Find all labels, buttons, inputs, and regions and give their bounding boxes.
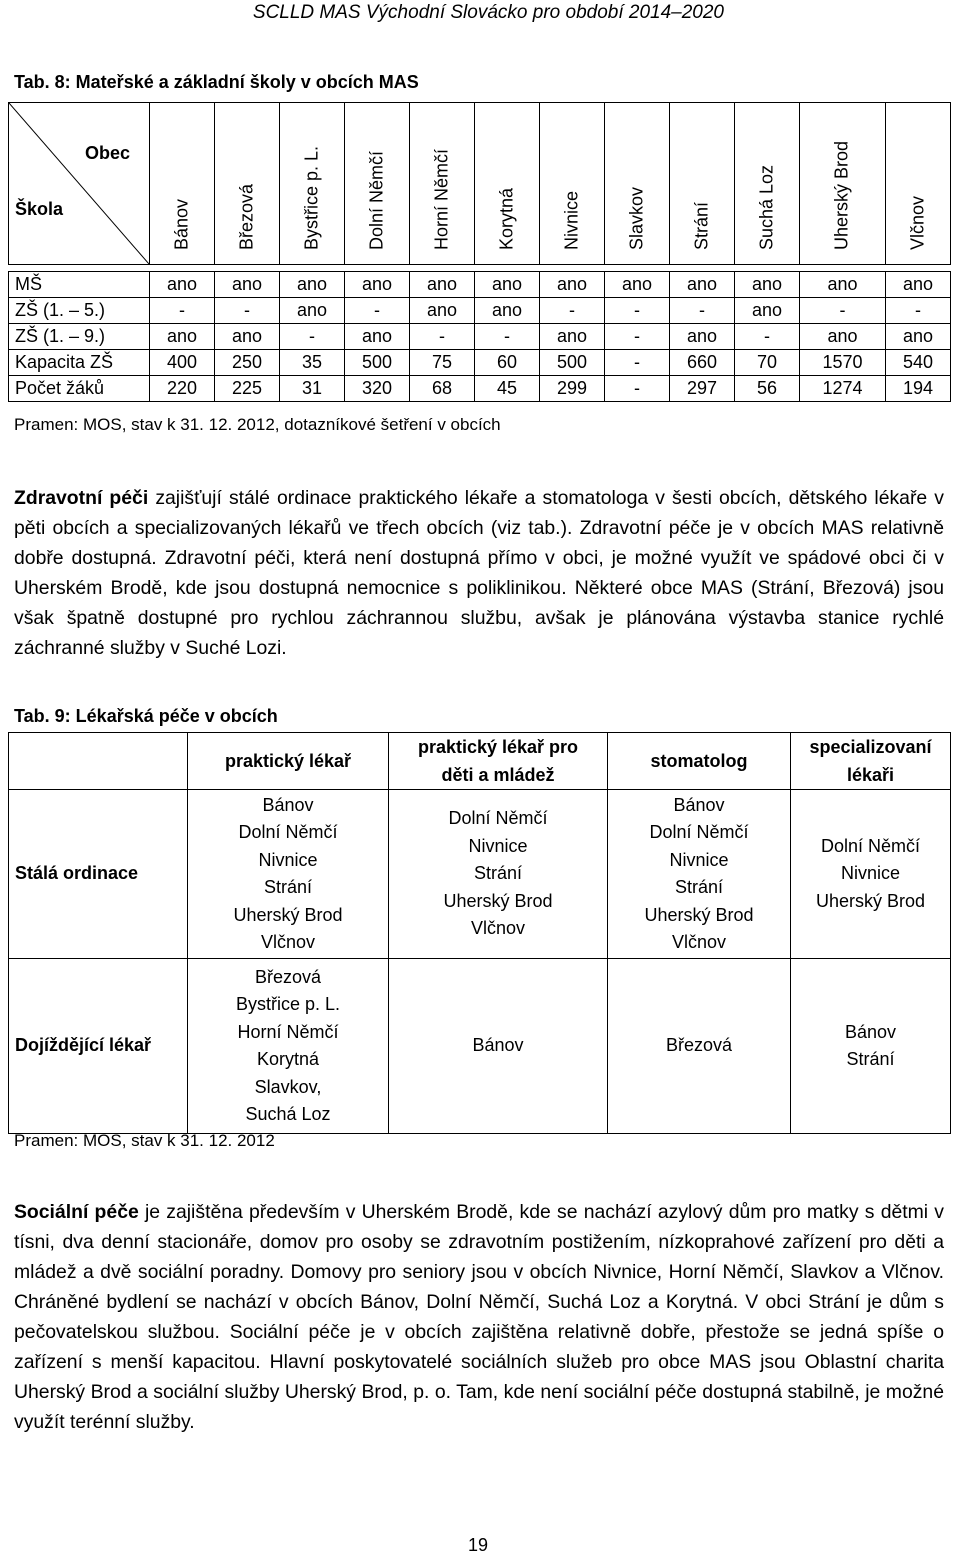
row-label: Kapacita ZŠ: [9, 350, 150, 376]
table-cell: ano: [735, 298, 800, 324]
table-cell: 540: [885, 350, 950, 376]
table-cell: ano: [670, 272, 735, 298]
table-cell: ano: [540, 272, 605, 298]
table-cell: ano: [540, 324, 605, 350]
header-cell: praktický lékař pro děti a mládež: [389, 733, 608, 790]
social-care-text: je zajištěna především v Uherském Brodě, kde se nachází azylový dům pro matky s dětmi v tísni, dva denní stacionáře, domov pro osoby se zdravotním postižením, nízkoprahové zařízení pro děti a mládež a dvě sociální poradny. Domovy pro seniory jsou v obcích Nivnice, Horní Němčí, Slavkov a Vlčnov. Chráněné bydlení se nachází v obcích Bánov, Dolní Němčí, Suchá Loz a Korytná. V obci Strání je dům s pečovatelskou službou. Sociální péče je v obcích zajištěna relativně dobře, přestože se jedná spíše o zařízení s menší kapacitou. Hlavní poskytovatelé sociálních služeb pro obce MAS jsou Oblastní charita Uherský Brod a sociální služby Uherský Brod, p. o. Tam, kde není sociální péče dostupná stabilně, je možné využít terénní služby.: [14, 1201, 945, 1433]
cell-line: Bánov: [844, 1021, 897, 1042]
table-cell: ano: [885, 324, 950, 350]
table-cell: ano: [150, 272, 215, 298]
row-label: Dojíždějící lékař: [9, 959, 188, 1134]
table-cell: 1274: [800, 376, 886, 402]
table-cell: 299: [540, 376, 605, 402]
table-cell: ano: [410, 272, 475, 298]
table-cell: ano: [150, 324, 215, 350]
table-cell: -: [605, 324, 670, 350]
table-cell: 225: [215, 376, 280, 402]
table9-source: Pramen: MOS, stav k 31. 12. 2012: [14, 1131, 275, 1150]
row-label: Počet žáků: [9, 376, 150, 402]
table-cell: ano: [670, 324, 735, 350]
table-row: [9, 959, 951, 1134]
table-cell: 220: [150, 376, 215, 402]
table-cell: [188, 959, 389, 1134]
table-row: [9, 272, 951, 298]
cell-line: Nivnice: [840, 863, 901, 884]
table-cell: 60: [475, 350, 540, 376]
table-cell: -: [410, 324, 475, 350]
table-cell: 500: [345, 350, 410, 376]
table-cell: [608, 790, 791, 959]
cell-line: Bystřice p. L.: [235, 994, 341, 1014]
table-cell: -: [150, 298, 215, 324]
table-cell: -: [215, 298, 280, 324]
col-header: Nivnice: [540, 103, 605, 265]
table-cell: [608, 959, 791, 1134]
table-cell: ano: [215, 272, 280, 298]
table-cell: 400: [150, 350, 215, 376]
row-label: Stálá ordinace: [9, 790, 188, 959]
cell-line: Bánov: [262, 794, 314, 815]
diagonal-divider: [9, 103, 149, 264]
page-number: 19: [468, 1535, 489, 1555]
table-row: [9, 324, 951, 350]
table-row: [9, 298, 951, 324]
table-cell: [389, 790, 608, 959]
table-cell: [791, 959, 951, 1134]
table-cell: -: [280, 324, 345, 350]
corner-cell: [9, 103, 150, 265]
header-cell: specializovaní lékaři: [791, 733, 951, 790]
table-cell: ano: [885, 272, 950, 298]
table-cell: -: [605, 350, 670, 376]
document-header: SCLLD MAS Východní Slovácko pro období 2014–2020: [252, 2, 724, 23]
table-cell: 1570: [800, 350, 886, 376]
cell-line: Strání: [473, 863, 523, 884]
table-cell: -: [475, 324, 540, 350]
medical-table-body: [9, 790, 951, 1134]
table-cell: 320: [345, 376, 410, 402]
table-cell: [389, 959, 608, 1134]
cell-line: Slavkov,: [254, 1076, 322, 1097]
cell-line: Nivnice: [669, 849, 729, 870]
health-care-paragraph: [14, 483, 944, 663]
table-cell: [188, 790, 389, 959]
cell-line: Uherský Brod: [815, 890, 926, 911]
table-cell: ano: [280, 298, 345, 324]
row-label: ZŠ (1. – 5.): [9, 298, 150, 324]
table-cell: 194: [885, 376, 950, 402]
cell-line: Strání: [263, 877, 313, 897]
table-cell: [791, 790, 951, 959]
col-header: Horní Němčí: [410, 103, 475, 265]
medical-care-table: [8, 732, 951, 1134]
cell-line: Strání: [674, 877, 724, 897]
cell-line: Uherský Brod: [233, 904, 343, 925]
row-label: MŠ: [9, 272, 150, 298]
schools-table-header: [9, 103, 951, 265]
table-cell: ano: [410, 298, 475, 324]
col-header: Březová: [215, 103, 280, 265]
schools-table-body: [9, 272, 951, 402]
table-cell: 500: [540, 350, 605, 376]
cell-line: Nivnice: [258, 849, 318, 870]
cell-line: Korytná: [256, 1049, 320, 1069]
health-care-text: zajišťují stálé ordinace praktického lékaře a stomatologa v šesti obcích, dětského lékaře v pěti obcích a specializovaných lékařů ve třech obcích (viz tab.). Zdravotní péče je v obcích MAS relativně dobře dostupná. Zdravotní péči, která není dostupná přímo v obci, je možné využít ve spádové obci či v Uherském Brodě, kde jsou dostupná nemocnice s poliklinikou. Některé obce MAS (Strání, Březová) jsou však špatně dostupné pro rychlou záchrannou službu, avšak je plánována výstavba stanice rychlé záchranné služby v Suché Lozi.: [14, 487, 944, 659]
cell-line: Suchá Loz: [245, 1104, 331, 1124]
cell-line: Uherský Brod: [644, 904, 754, 925]
table-cell: -: [540, 298, 605, 324]
table-cell: -: [345, 298, 410, 324]
table-cell: 35: [280, 350, 345, 376]
col-header: Slavkov: [605, 103, 670, 265]
table-cell: 56: [735, 376, 800, 402]
cell-line: Nivnice: [468, 835, 528, 856]
table-cell: 297: [670, 376, 735, 402]
table-cell: ano: [475, 298, 540, 324]
table8-source: Pramen: MOS, stav k 31. 12. 2012, dotazníkové šetření v obcích: [14, 415, 501, 434]
col-header: Korytná: [475, 103, 540, 265]
table8-caption: Tab. 8: Mateřské a základní školy v obcích MAS: [14, 72, 419, 92]
cell-line: Dolní Němčí: [820, 835, 921, 856]
table-cell: 660: [670, 350, 735, 376]
header-cell: praktický lékař: [188, 733, 389, 790]
cell-line: Vlčnov: [671, 932, 727, 952]
row-label: ZŠ (1. – 9.): [9, 324, 150, 350]
table-cell: 70: [735, 350, 800, 376]
cell-line: Březová: [254, 966, 322, 987]
table-cell: -: [735, 324, 800, 350]
table-cell: ano: [475, 272, 540, 298]
health-care-lead: Zdravotní péči: [14, 487, 149, 509]
col-header: Bánov: [150, 103, 215, 265]
table-cell: -: [605, 298, 670, 324]
table-cell: 250: [215, 350, 280, 376]
corner-obec: Obec: [85, 143, 131, 163]
medical-table-header: [9, 733, 951, 790]
col-header: Suchá Loz: [735, 103, 800, 265]
table-cell: -: [885, 298, 950, 324]
table-cell: ano: [345, 324, 410, 350]
cell-line: Dolní Němčí: [649, 822, 749, 842]
table-cell: ano: [345, 272, 410, 298]
table-row: [9, 350, 951, 376]
cell-line: Dolní Němčí: [238, 822, 338, 842]
table-cell: ano: [800, 324, 886, 350]
schools-table: [8, 102, 951, 402]
table-cell: 31: [280, 376, 345, 402]
cell-line: Dolní Němčí: [448, 808, 548, 829]
table-cell: ano: [735, 272, 800, 298]
col-header: Dolní Němčí: [345, 103, 410, 265]
table-row: [9, 790, 951, 959]
table-cell: -: [670, 298, 735, 324]
col-header: Uherský Brod: [800, 103, 886, 265]
social-care-paragraph: [14, 1197, 944, 1437]
table-cell: 75: [410, 350, 475, 376]
table-cell: ano: [215, 324, 280, 350]
col-header: Strání: [670, 103, 735, 265]
cell-line: Vlčnov: [260, 932, 316, 952]
table-row: [9, 376, 951, 402]
cell-line: Uherský Brod: [443, 890, 553, 911]
table-cell: ano: [605, 272, 670, 298]
social-care-lead: Sociální péče: [14, 1201, 139, 1223]
corner-skola: Škola: [15, 199, 64, 219]
cell-line: Strání: [846, 1049, 895, 1069]
table-cell: -: [800, 298, 886, 324]
cell-line: Bánov: [472, 1035, 524, 1056]
cell-line: Březová: [665, 1035, 733, 1056]
table9-caption: Tab. 9: Lékařská péče v obcích: [14, 706, 278, 726]
table-cell: -: [605, 376, 670, 402]
table-cell: 45: [475, 376, 540, 402]
table-cell: ano: [800, 272, 886, 298]
header-cell: stomatolog: [608, 733, 791, 790]
cell-line: Vlčnov: [470, 918, 526, 939]
cell-line: Horní Němčí: [237, 1021, 339, 1042]
cell-line: Bánov: [673, 794, 725, 815]
col-header: Vlčnov: [885, 103, 950, 265]
table-cell: 68: [410, 376, 475, 402]
table-cell: ano: [280, 272, 345, 298]
col-header: Bystřice p. L.: [280, 103, 345, 265]
